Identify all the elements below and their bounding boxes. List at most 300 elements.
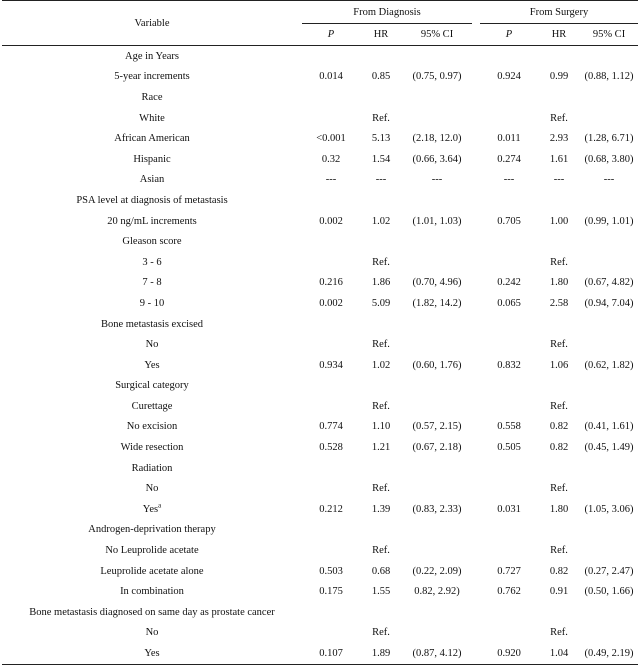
cell-diagnosis-p bbox=[302, 376, 360, 397]
row-label-cell bbox=[2, 108, 302, 129]
table-row bbox=[2, 417, 638, 438]
cell-diagnosis-hr: 0.85 bbox=[371, 71, 391, 83]
header-surgery-ci: 95% CI bbox=[580, 24, 638, 46]
table-row bbox=[2, 623, 638, 644]
table-row bbox=[2, 149, 638, 170]
cell-surgery-ci bbox=[580, 520, 638, 541]
cell-diagnosis-hr: 0.68 bbox=[371, 565, 391, 577]
table-row bbox=[2, 478, 638, 499]
cell-surgery-p bbox=[480, 334, 538, 355]
column-gap bbox=[472, 252, 480, 273]
table-row bbox=[2, 643, 638, 664]
cell-surgery-ci: (0.99, 1.01) bbox=[584, 215, 634, 227]
cell-surgery-ci: --- bbox=[603, 174, 615, 186]
cell-diagnosis-ci: (0.83, 2.33) bbox=[412, 503, 462, 515]
cell-diagnosis-ci bbox=[402, 396, 472, 417]
cell-diagnosis-p: 0.002 bbox=[319, 297, 343, 309]
table-row bbox=[2, 108, 638, 129]
cell-surgery-p bbox=[480, 458, 538, 479]
header-gap bbox=[472, 1, 480, 24]
cell-surgery-p: 0.031 bbox=[497, 503, 521, 515]
table-row bbox=[2, 293, 638, 314]
cell-diagnosis-hr: 5.09 bbox=[371, 297, 391, 309]
cell-surgery-hr: 1.04 bbox=[538, 643, 580, 664]
row-label-cell bbox=[2, 87, 302, 108]
cell-diagnosis-hr: --- bbox=[375, 174, 387, 186]
column-gap bbox=[472, 314, 480, 335]
cell-surgery-hr bbox=[538, 87, 580, 108]
table-row bbox=[2, 211, 638, 232]
cell-diagnosis-p: 0.216 bbox=[319, 277, 343, 289]
cell-surgery-ci bbox=[580, 46, 638, 67]
cell-diagnosis-ci: 0.82, 2.92) bbox=[414, 586, 460, 598]
table-row bbox=[2, 602, 638, 623]
cell-diagnosis-p: 0.107 bbox=[302, 643, 360, 664]
cell-diagnosis-hr: 1.02 bbox=[371, 215, 391, 227]
cell-surgery-ci: (0.88, 1.12) bbox=[584, 71, 634, 83]
cell-diagnosis-ci: (0.57, 2.15) bbox=[412, 421, 462, 433]
table-row bbox=[2, 128, 638, 149]
row-label-cell bbox=[2, 417, 302, 438]
cell-surgery-ci: (1.05, 3.06) bbox=[584, 503, 634, 515]
cell-surgery-hr: 0.82 bbox=[549, 421, 569, 433]
row-label: Yes bbox=[144, 359, 160, 371]
cell-diagnosis-hr: Ref. bbox=[372, 627, 390, 639]
table-row bbox=[2, 437, 638, 458]
row-label-cell bbox=[2, 252, 302, 273]
row-label-cell bbox=[2, 170, 302, 191]
table-row bbox=[2, 231, 638, 252]
row-label: No Leuprolide acetate bbox=[105, 545, 199, 557]
cell-surgery-hr: 1.61 bbox=[549, 153, 569, 165]
cell-diagnosis-p: 0.528 bbox=[319, 442, 343, 454]
cell-diagnosis-hr: 1.10 bbox=[371, 421, 391, 433]
cell-diagnosis-p: 0.774 bbox=[319, 421, 343, 433]
cell-surgery-ci bbox=[580, 87, 638, 108]
cell-surgery-p: 0.505 bbox=[497, 442, 521, 454]
row-label: Radiation bbox=[131, 462, 173, 474]
cell-diagnosis-hr: 1.39 bbox=[371, 503, 391, 515]
cell-surgery-p: 0.727 bbox=[497, 565, 521, 577]
cell-diagnosis-ci: (1.01, 1.03) bbox=[412, 215, 462, 227]
cell-surgery-ci bbox=[580, 252, 638, 273]
cell-diagnosis-p: 0.175 bbox=[319, 586, 343, 598]
row-label-cell bbox=[2, 273, 302, 294]
cell-surgery-p: 0.274 bbox=[497, 153, 521, 165]
cell-surgery-p bbox=[480, 46, 538, 67]
cell-surgery-ci bbox=[580, 231, 638, 252]
header-surgery-p: P bbox=[480, 24, 538, 46]
cell-diagnosis-p: --- bbox=[325, 174, 337, 186]
cell-diagnosis-ci bbox=[402, 520, 472, 541]
cell-surgery-p bbox=[480, 314, 538, 335]
header-from-surgery: From Surgery bbox=[480, 1, 638, 24]
table-row bbox=[2, 561, 638, 582]
cell-diagnosis-ci bbox=[402, 458, 472, 479]
cell-surgery-hr bbox=[538, 520, 580, 541]
table-row bbox=[2, 520, 638, 541]
row-label-cell bbox=[2, 67, 302, 88]
cell-surgery-p: 0.762 bbox=[497, 586, 521, 598]
cell-diagnosis-p bbox=[302, 231, 360, 252]
footnote-marker: a bbox=[158, 501, 162, 510]
row-label-cell bbox=[2, 149, 302, 170]
cell-diagnosis-ci bbox=[402, 252, 472, 273]
cell-diagnosis-ci bbox=[402, 190, 472, 211]
cell-diagnosis-p: <0.001 bbox=[316, 133, 346, 145]
cell-surgery-p bbox=[480, 108, 538, 129]
cell-surgery-ci bbox=[580, 458, 638, 479]
header-diagnosis-p: P bbox=[302, 24, 360, 46]
column-gap bbox=[472, 231, 480, 252]
column-gap bbox=[472, 149, 480, 170]
column-gap bbox=[472, 540, 480, 561]
row-label: Wide resection bbox=[120, 442, 184, 454]
row-label-cell bbox=[2, 561, 302, 582]
row-label-cell bbox=[2, 293, 302, 314]
table-row bbox=[2, 314, 638, 335]
table-row bbox=[2, 396, 638, 417]
row-label: Curettage bbox=[131, 400, 173, 412]
cell-surgery-p bbox=[480, 376, 538, 397]
row-label: Yes bbox=[142, 503, 159, 515]
row-label-cell bbox=[2, 314, 302, 335]
cell-surgery-ci: (0.68, 3.80) bbox=[584, 153, 634, 165]
row-label: Hispanic bbox=[133, 153, 171, 165]
row-label-cell bbox=[2, 334, 302, 355]
cell-surgery-hr bbox=[538, 458, 580, 479]
table-row bbox=[2, 499, 638, 520]
cell-diagnosis-hr: Ref. bbox=[372, 256, 390, 268]
column-gap bbox=[472, 623, 480, 644]
cell-surgery-p: 0.558 bbox=[497, 421, 521, 433]
cell-diagnosis-p bbox=[302, 396, 360, 417]
cell-diagnosis-hr: Ref. bbox=[372, 112, 390, 124]
cell-surgery-hr: 1.06 bbox=[549, 359, 569, 371]
table-row bbox=[2, 190, 638, 211]
header-gap bbox=[472, 24, 480, 46]
cell-diagnosis-hr bbox=[360, 190, 402, 211]
cell-diagnosis-p bbox=[302, 190, 360, 211]
row-label: Race bbox=[141, 91, 163, 103]
row-label-cell bbox=[2, 396, 302, 417]
cell-surgery-hr: 1.00 bbox=[549, 215, 569, 227]
header-surgery-hr: HR bbox=[538, 24, 580, 46]
row-label-cell bbox=[2, 478, 302, 499]
row-label: White bbox=[139, 112, 165, 124]
cell-surgery-hr bbox=[538, 231, 580, 252]
column-gap bbox=[472, 293, 480, 314]
column-gap bbox=[472, 170, 480, 191]
cell-diagnosis-ci bbox=[402, 376, 472, 397]
cell-surgery-hr bbox=[538, 602, 580, 623]
cell-surgery-p: --- bbox=[503, 174, 515, 186]
cell-surgery-ci: (0.41, 1.61) bbox=[584, 421, 634, 433]
cell-surgery-ci bbox=[580, 396, 638, 417]
row-label-cell bbox=[2, 231, 302, 252]
cell-diagnosis-p bbox=[302, 334, 360, 355]
cell-diagnosis-hr: Ref. bbox=[372, 483, 390, 495]
row-label: Leuprolide acetate alone bbox=[100, 565, 204, 577]
column-gap bbox=[472, 417, 480, 438]
cell-diagnosis-p bbox=[302, 478, 360, 499]
column-gap bbox=[472, 396, 480, 417]
cell-surgery-ci bbox=[580, 478, 638, 499]
cell-surgery-ci bbox=[580, 602, 638, 623]
cell-diagnosis-hr: 1.54 bbox=[371, 153, 391, 165]
cell-surgery-p bbox=[480, 252, 538, 273]
cell-surgery-p: 0.920 bbox=[480, 643, 538, 664]
column-gap bbox=[472, 87, 480, 108]
cell-surgery-hr: 1.80 bbox=[549, 277, 569, 289]
column-gap bbox=[472, 602, 480, 623]
cell-surgery-p: 0.705 bbox=[497, 215, 521, 227]
cell-surgery-ci: (0.45, 1.49) bbox=[584, 442, 634, 454]
column-gap bbox=[472, 190, 480, 211]
cell-diagnosis-p bbox=[302, 87, 360, 108]
cell-surgery-ci bbox=[580, 376, 638, 397]
cell-surgery-p: 0.065 bbox=[497, 297, 521, 309]
cell-diagnosis-ci bbox=[402, 540, 472, 561]
cell-diagnosis-hr bbox=[360, 458, 402, 479]
row-label-cell bbox=[2, 128, 302, 149]
cell-diagnosis-ci bbox=[402, 478, 472, 499]
row-label-cell bbox=[2, 602, 302, 623]
table-row bbox=[2, 458, 638, 479]
cell-diagnosis-ci: --- bbox=[431, 174, 443, 186]
cell-diagnosis-hr: 1.55 bbox=[371, 586, 391, 598]
column-gap bbox=[472, 211, 480, 232]
row-label-cell bbox=[2, 458, 302, 479]
cell-diagnosis-p bbox=[302, 108, 360, 129]
row-label: PSA level at diagnosis of metastasis bbox=[76, 194, 228, 206]
table-row bbox=[2, 273, 638, 294]
column-gap bbox=[472, 478, 480, 499]
cell-diagnosis-ci bbox=[402, 602, 472, 623]
cell-surgery-hr: Ref. bbox=[550, 483, 568, 495]
header-row-groups bbox=[2, 1, 638, 24]
cell-surgery-hr: Ref. bbox=[550, 256, 568, 268]
cell-surgery-hr bbox=[538, 46, 580, 67]
cell-diagnosis-p bbox=[302, 458, 360, 479]
cell-surgery-hr: 1.80 bbox=[549, 503, 569, 515]
column-gap bbox=[472, 376, 480, 397]
cell-surgery-p bbox=[480, 396, 538, 417]
row-label: 7 - 8 bbox=[142, 277, 162, 289]
cell-diagnosis-hr bbox=[360, 46, 402, 67]
row-label-cell bbox=[2, 540, 302, 561]
row-label: No bbox=[145, 483, 159, 495]
header-diagnosis-hr: HR bbox=[360, 24, 402, 46]
cell-diagnosis-p: 0.002 bbox=[319, 215, 343, 227]
cell-surgery-p bbox=[480, 540, 538, 561]
row-label: No bbox=[145, 627, 159, 639]
cell-surgery-ci bbox=[580, 190, 638, 211]
cell-diagnosis-p bbox=[302, 540, 360, 561]
cell-diagnosis-hr: Ref. bbox=[372, 400, 390, 412]
cell-diagnosis-hr bbox=[360, 520, 402, 541]
cell-surgery-p bbox=[480, 623, 538, 644]
row-label: Age in Years bbox=[125, 50, 179, 62]
cell-diagnosis-ci: (0.70, 4.96) bbox=[412, 277, 462, 289]
cell-diagnosis-p: 0.934 bbox=[319, 359, 343, 371]
cell-surgery-hr: --- bbox=[553, 174, 565, 186]
cell-surgery-p: 0.011 bbox=[497, 133, 521, 145]
column-gap bbox=[472, 334, 480, 355]
cell-surgery-ci bbox=[580, 623, 638, 644]
column-gap bbox=[472, 643, 480, 664]
cell-surgery-hr: Ref. bbox=[550, 627, 568, 639]
cell-surgery-ci bbox=[580, 108, 638, 129]
column-gap bbox=[472, 520, 480, 541]
cell-surgery-p bbox=[480, 602, 538, 623]
header-from-diagnosis: From Diagnosis bbox=[302, 1, 472, 24]
row-label: No excision bbox=[126, 421, 178, 433]
cell-diagnosis-p: 0.32 bbox=[321, 153, 341, 165]
table-row bbox=[2, 87, 638, 108]
table-row bbox=[2, 67, 638, 88]
cell-diagnosis-ci: (0.87, 4.12) bbox=[402, 643, 472, 664]
cell-diagnosis-ci bbox=[402, 87, 472, 108]
regression-table bbox=[2, 0, 638, 665]
cell-surgery-hr bbox=[538, 314, 580, 335]
cell-diagnosis-hr: 5.13 bbox=[371, 133, 391, 145]
column-gap bbox=[472, 561, 480, 582]
table-row bbox=[2, 355, 638, 376]
cell-surgery-hr bbox=[538, 376, 580, 397]
cell-diagnosis-hr: 1.02 bbox=[371, 359, 391, 371]
cell-diagnosis-ci: (0.75, 0.97) bbox=[412, 71, 462, 83]
cell-diagnosis-hr: 1.21 bbox=[371, 442, 391, 454]
cell-surgery-ci bbox=[580, 314, 638, 335]
cell-surgery-hr: Ref. bbox=[550, 545, 568, 557]
column-gap bbox=[472, 499, 480, 520]
column-gap bbox=[472, 46, 480, 67]
row-label: Gleason score bbox=[122, 236, 182, 248]
column-gap bbox=[472, 581, 480, 602]
cell-diagnosis-hr bbox=[360, 314, 402, 335]
cell-diagnosis-ci bbox=[402, 231, 472, 252]
row-label: 3 - 6 bbox=[142, 256, 162, 268]
cell-surgery-ci: (0.50, 1.66) bbox=[584, 586, 634, 598]
cell-diagnosis-hr bbox=[360, 87, 402, 108]
cell-surgery-hr: 2.93 bbox=[549, 133, 569, 145]
table-row bbox=[2, 376, 638, 397]
cell-diagnosis-hr: Ref. bbox=[372, 339, 390, 351]
cell-diagnosis-ci bbox=[402, 46, 472, 67]
cell-surgery-ci bbox=[580, 540, 638, 561]
cell-diagnosis-p bbox=[302, 252, 360, 273]
cell-diagnosis-p: 0.014 bbox=[319, 71, 343, 83]
cell-surgery-ci: (0.94, 7.04) bbox=[584, 297, 634, 309]
cell-surgery-hr bbox=[538, 190, 580, 211]
row-label: In combination bbox=[120, 586, 184, 598]
cell-surgery-hr: 0.91 bbox=[549, 586, 569, 598]
cell-diagnosis-p bbox=[302, 520, 360, 541]
cell-diagnosis-hr: Ref. bbox=[372, 545, 390, 557]
row-label: 20 ng/mL increments bbox=[107, 215, 197, 227]
row-label-cell bbox=[2, 643, 302, 664]
row-label: Bone metastasis diagnosed on same day as prostate cancer bbox=[29, 606, 275, 618]
cell-diagnosis-ci: (0.67, 2.18) bbox=[412, 442, 462, 454]
row-label: Surgical category bbox=[115, 380, 189, 392]
cell-diagnosis-p bbox=[302, 314, 360, 335]
cell-surgery-p bbox=[480, 520, 538, 541]
cell-diagnosis-hr bbox=[360, 231, 402, 252]
cell-surgery-hr: 0.82 bbox=[549, 442, 569, 454]
cell-diagnosis-hr bbox=[360, 376, 402, 397]
cell-surgery-p bbox=[480, 231, 538, 252]
cell-diagnosis-ci: (0.60, 1.76) bbox=[412, 359, 462, 371]
row-label: African American bbox=[114, 133, 190, 145]
row-label-cell bbox=[2, 623, 302, 644]
cell-diagnosis-ci: (1.82, 14.2) bbox=[412, 297, 462, 309]
row-label-cell bbox=[2, 520, 302, 541]
cell-surgery-hr: Ref. bbox=[550, 400, 568, 412]
cell-surgery-hr: Ref. bbox=[550, 339, 568, 351]
row-label: 9 - 10 bbox=[139, 297, 165, 309]
cell-surgery-p: 0.242 bbox=[497, 277, 521, 289]
header-variable: Variable bbox=[2, 1, 302, 46]
cell-diagnosis-ci: (0.66, 3.64) bbox=[412, 153, 462, 165]
table-row bbox=[2, 334, 638, 355]
cell-surgery-hr: 0.82 bbox=[549, 565, 569, 577]
cell-surgery-ci: (0.49, 2.19) bbox=[580, 643, 638, 664]
cell-surgery-ci: (0.62, 1.82) bbox=[584, 359, 634, 371]
cell-surgery-p: 0.924 bbox=[497, 71, 521, 83]
table-row bbox=[2, 170, 638, 191]
cell-diagnosis-ci bbox=[402, 623, 472, 644]
table-row bbox=[2, 46, 638, 67]
cell-surgery-hr: 0.99 bbox=[549, 71, 569, 83]
cell-surgery-ci: (0.67, 4.82) bbox=[584, 277, 634, 289]
row-label: Bone metastasis excised bbox=[100, 318, 204, 330]
row-label: 5-year increments bbox=[114, 71, 190, 83]
cell-diagnosis-ci: (0.22, 2.09) bbox=[412, 565, 462, 577]
table-row bbox=[2, 540, 638, 561]
cell-diagnosis-hr: 1.89 bbox=[360, 643, 402, 664]
column-gap bbox=[472, 128, 480, 149]
cell-diagnosis-p: 0.212 bbox=[319, 503, 343, 515]
cell-surgery-ci bbox=[580, 334, 638, 355]
row-label-cell bbox=[2, 581, 302, 602]
row-label: No bbox=[145, 339, 159, 351]
cell-diagnosis-ci: (2.18, 12.0) bbox=[412, 133, 462, 145]
row-label-cell bbox=[2, 46, 302, 67]
row-label-cell bbox=[2, 376, 302, 397]
cell-surgery-p bbox=[480, 190, 538, 211]
cell-surgery-p bbox=[480, 87, 538, 108]
cell-surgery-ci: (0.27, 2.47) bbox=[584, 565, 634, 577]
column-gap bbox=[472, 355, 480, 376]
column-gap bbox=[472, 437, 480, 458]
row-label-cell bbox=[2, 190, 302, 211]
row-label: Androgen-deprivation therapy bbox=[88, 524, 216, 536]
cell-diagnosis-p bbox=[302, 602, 360, 623]
cell-diagnosis-ci bbox=[402, 108, 472, 129]
cell-diagnosis-p bbox=[302, 46, 360, 67]
cell-diagnosis-ci bbox=[402, 314, 472, 335]
cell-surgery-hr: 2.58 bbox=[549, 297, 569, 309]
row-label-cell bbox=[2, 499, 302, 520]
table-row bbox=[2, 581, 638, 602]
table-row bbox=[2, 252, 638, 273]
row-label-cell bbox=[2, 355, 302, 376]
cell-diagnosis-p: 0.503 bbox=[319, 565, 343, 577]
column-gap bbox=[472, 273, 480, 294]
row-label-cell bbox=[2, 437, 302, 458]
cell-surgery-hr: Ref. bbox=[550, 112, 568, 124]
